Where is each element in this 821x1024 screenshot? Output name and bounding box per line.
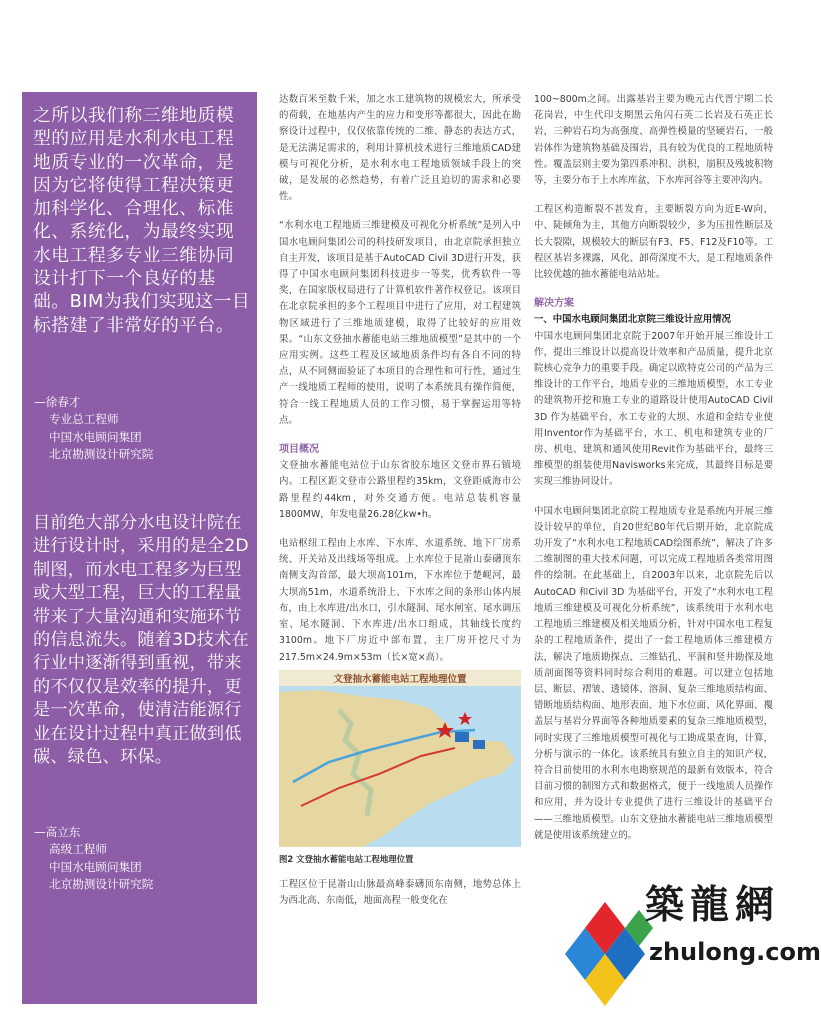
zhulong-watermark (559, 858, 821, 1024)
quote-sidebar (22, 92, 257, 1004)
body-paragraph: 中国水电顾问集团北京院于2007年开始开展三维设计工作，提出三维设计以提高设计效率和产品质量，提升北京院核心竞争力的重要手段。确定以欧特克公司的产品为三维设计的工作平台，地质专业的三维地质模型，水工专业的建筑物开挖和施工专业的道路设计使用AutoCAD Civil 3D 作为基础平台，水工专业的大坝、水道和金结专业使用Inventor作为基础平台，水工、机电和建筑专业的厂房、机电、建筑和通风使用Revit作为基础平台，最终三维模型的组装使用Navisworks来完成，其最终目标是要实现三维协同设计。 (534, 330, 773, 488)
body-paragraph: 中国水电顾问集团北京院工程地质专业是系统内开展三维设计较早的单位，自20世纪80年代后期开始，北京院成功开发了“水利水电工程地质CAD绘图系统”，解决了许多二维制图的重大技术问题，可以完成工程地质各类常用图件的绘制。在此基础上，自2003年以来，北京院先后以AutoCAD 和Civil 3D 为基础平台，开发了“水利水电工程地质三维建模及可视化分析系统”，该系统用于水利水电工程地质三维建模及相关地质分析，针对中国水电工程复杂的工程地质条件，提出了一套工程地质体三维建模方法，解决了地质勘探点、三维钻孔、平洞和竖井勘探及地质剖面图等资料同时综合利用的难题。可以建立包括地层、断层、褶皱、透镜体、溶洞、复杂三维地质结构面、错断地质结构面、地形表面、地下水位面、风化界面、覆盖层与基岩分界面等各种地质要素的复杂三维地质模型，同时实现了三维地质模型可视化与工勘成果查询，计算，分析与演示的一体化。该系统具有独立自主的知识产权，符合目前使用的水利水电勘察规范的最新有效版本，符合目前习惯的制图方式和数据格式，便于一线地质人员操作和应用，并为设计专业提供了进行三维设计的基础平台——三维地质模型。山东文登抽水蓄能电站三维地质模型就是使用该系统建立的。 (534, 505, 773, 841)
map-title: 文登抽水蓄能电站工程地理位置 (333, 673, 467, 685)
attribution-institute: 北京勘测设计研究院 (49, 876, 154, 891)
attribution-title: 高级工程师 (49, 842, 107, 857)
map-site-marker (455, 732, 469, 742)
body-paragraph: “水利水电工程地质三维建模及可视化分析系统”是列入中国水电顾问集团公司的科技研发项目，由北京院承担独立自主开发，该项目是基于AutoCAD Civil 3D进行开发，获得了中国水电顾问集团科技进步一等奖，优秀软件一等奖，在国家版权局进行了计算机软件著作权登记。该项目在北京院承担的多个工程项目中进行了应用，对工程建筑物区域进行了三维地质建模，取得了比较好的应用效果。“山东文登抽水蓄能电站三维地质模型”是其中的一个应用实例。这些工程及区域地质条件均有各自不同的特点，从不同侧面验证了本项目的合理性和可行性，通过生产一线地质工程师的使用，说明了本系统具有操作简便，符合一线工程地质人员的工作习惯，易于掌握运用等特点。 (279, 220, 521, 426)
location-map-figure (279, 670, 521, 847)
watermark-english: zhulong.com (649, 938, 821, 966)
watermark-chinese: 築龍網 (645, 882, 781, 928)
body-paragraph: 100~800m之间。出露基岩主要为晚元古代晋宁期二长花岗岩，中生代印支期黑云角闪石英二长岩及石英正长岩，三种岩石均为高强度、高弹性模量的坚硬岩石，一般岩体作为建筑物基础及围岩，具有较为优良的工程地质特性。覆盖层则主要为第四系冲积、洪积，崩积及残坡积物等，主要分布于上水库库盆，下水库河谷等主要冲沟内。 (534, 94, 773, 187)
section-heading-overview: 项目概况 (279, 444, 319, 456)
figure-caption: 图2 文登抽水蓄能电站工程地理位置 (279, 853, 414, 864)
section-subheading: 一、中国水电顾问集团北京院三维设计应用情况 (534, 314, 731, 326)
attribution-name: —高立东 (34, 825, 81, 839)
body-paragraph: 达数百米至数千米，加之水工建筑物的规模宏大，所承受的荷载，在地基内产生的应力和变形等都很大，因此在勘察设计过程中，仅仅依靠传统的二维、静态的表达方式，是无法满足需求的，利用计算机技术进行三维地质CAD建模与可视化分析，是水利水电工程地质领域手段上的突破，是发展的必然趋势，有着广泛且迫切的需求和必要性。 (279, 94, 521, 203)
map-site-marker (473, 740, 485, 749)
article-column-middle (279, 92, 521, 922)
pull-quote-1: 之所以我们称三维地质模型的应用是水利水电工程地质专业的一次革命，是因为它将使得工程决策更加科学化、合理化、标准化、系统化，为最终实现水电工程多专业三维协同设计打下一个良好的基础。BIM为我们实现这一目标搭建了非常好的平台。 (33, 105, 251, 336)
attribution-title: 专业总工程师 (49, 412, 119, 427)
attribution-org: 中国水电顾问集团 (49, 859, 142, 874)
body-paragraph: 工程区构造断裂不甚发育，主要断裂方向为近E-W向，中、陡倾角为主，其他方向断裂较少，多为压扭性断层及长大裂隙，规模较大的断层有F3、F5、F12及F10等。工程区基岩多裸露，风化、卸荷深度不大，是工程地质条件比较优越的抽水蓄能电站站址。 (534, 204, 773, 281)
quote-attribution-2 (36, 824, 153, 893)
body-paragraph: 文登抽水蓄能电站位于山东省胶东地区文登市界石镇境内。工程区距文登市公路里程约35km，文登距威海市公路里程约44km，对外交通方便。电站总装机容量1800MW，年发电量26.28亿kw•h。 (279, 460, 521, 520)
quote-attribution-1 (36, 394, 153, 463)
attribution-institute: 北京勘测设计研究院 (49, 446, 154, 461)
body-paragraph: 电站枢纽工程由上水库、下水库、水道系统、地下厂房系统、开关站及出线场等组成。上水库位于昆嵛山泰礴顶东南侧支沟首部，最大坝高101m，下水库位于楚岘河，最大坝高51m，水道系统沿上、下水库之间的条形山体内展布，由上水库进/出水口，引水隧洞、尾水闸室、尾水调压室、尾水隧洞、下水库进/出水口组成，其轴线长度约3100m。地下厂房近中部布置，主厂房开挖尺寸为217.5m×24.9m×53m（长×宽×高）。 (279, 538, 521, 663)
section-heading-solution: 解决方案 (534, 298, 574, 310)
location-map (279, 670, 521, 847)
attribution-name: —徐春才 (34, 395, 81, 409)
body-paragraph: 工程区位于昆嵛山山脉最高峰泰礴顶东南侧，地势总体上为西北高、东南低，地面高程一般变化在 (279, 878, 521, 907)
article-column-right (534, 92, 773, 857)
pull-quote-2: 目前绝大部分水电设计院在进行设计时，采用的是全2D制图，而水电工程多为巨型或大型工程，巨大的工程量带来了大量沟通和实施环节的信息流失。随着3D技术在行业中逐渐得到重视，带来的不仅仅是效率的提升，更是一次革命，使清洁能源行业在设计过程中真正做到低碳、绿色、环保。 (33, 513, 249, 768)
attribution-org: 中国水电顾问集团 (49, 429, 142, 444)
